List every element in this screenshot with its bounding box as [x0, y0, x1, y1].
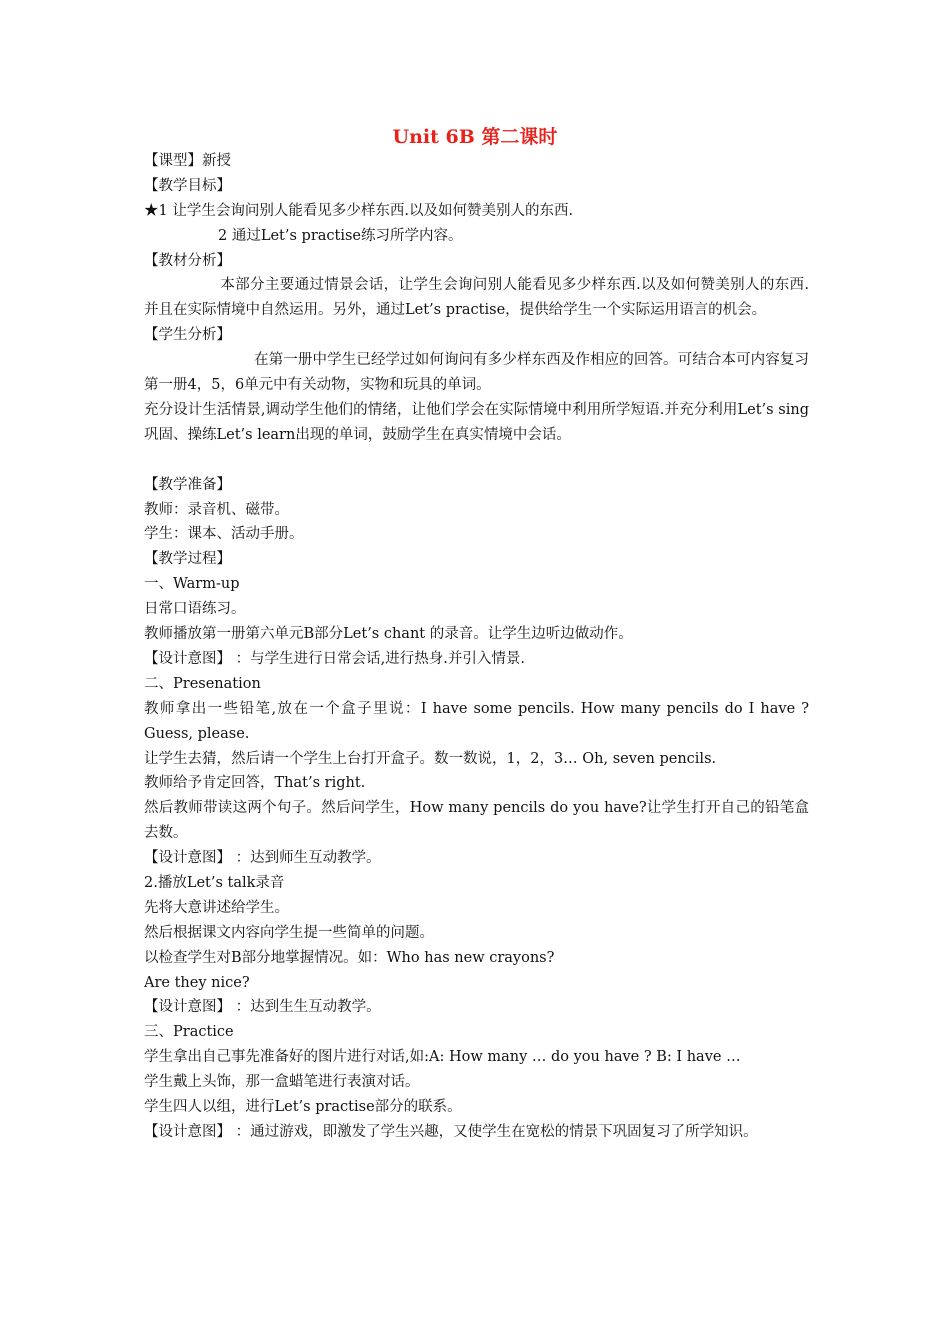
step-practice: 三、Practice	[144, 1024, 234, 1041]
section-heading-objectives: 【教学目标】	[144, 177, 231, 194]
presentation-line-2: 让学生去猜，然后请一个学生上台打开盒子。数一数说，1，2，3… Oh, seven pencils.	[144, 750, 717, 767]
talk-line-4: Are they nice?	[144, 974, 250, 991]
practice-line-1: 学生拿出自己事先准备好的图片进行对话,如:A: How many … do you have ? B: I have …	[144, 1049, 741, 1066]
design-intent-3: 【设计意图】 ：达到生生互动教学。	[144, 999, 381, 1016]
section-heading-preparation: 【教学准备】	[144, 476, 231, 493]
design-intent-4: 【设计意图】 ：通过游戏，即激发了学生兴趣，又使学生在宽松的情景下巩固复习了所学知识。	[144, 1123, 758, 1140]
warm-up-line-1: 日常口语练习。	[144, 601, 246, 618]
lesson-type: 【课型】新授	[144, 153, 231, 169]
student-analysis-paragraph-2: 充分设计生活情景,调动学生他们的情绪，让他们学会在实际情境中利用所学短语.并充分利用Let’s sing 巩固、操练Let’s learn出现的单词，鼓励学生在真实情境中会话。	[144, 401, 809, 443]
section-heading-process: 【教学过程】	[144, 551, 231, 568]
practice-line-3: 学生四人以组，进行Let’s practise部分的联系。	[144, 1099, 462, 1116]
practice-line-2: 学生戴上头饰，那一盒蜡笔进行表演对话。	[144, 1074, 420, 1091]
teacher-preparation: 教师：录音机、磁带。	[144, 501, 289, 518]
presentation-line-3: 教师给予肯定回答，That’s right.	[144, 775, 366, 792]
presentation-line-4: 然后教师带读这两个句子。然后问学生，How many pencils do you have?让学生打开自己的铅笔盒去数。	[144, 800, 809, 842]
document-body	[144, 149, 809, 1145]
section-heading-material-analysis: 【教材分析】	[144, 252, 231, 269]
objective-1: ★1 让学生会询问别人能看见多少样东西.以及如何赞美别人的东西.	[144, 202, 574, 219]
material-analysis-paragraph: 本部分主要通过情景会话，让学生会询问别人能看见多少样东西.以及如何赞美别人的东西.并且在实际情境中自然运用。另外，通过Let’s practise，提供给学生一个实际运用语言的机会。	[144, 277, 809, 319]
step-presentation: 二、Presenation	[144, 675, 261, 692]
warm-up-line-2: 教师播放第一册第六单元B部分Let’s chant 的录音。让学生边听边做动作。	[144, 626, 633, 643]
step-warm-up: 一、Warm-up	[144, 576, 240, 593]
talk-line-1: 先将大意讲述给学生。	[144, 899, 289, 916]
blank-line	[144, 448, 809, 473]
talk-line-2: 然后根据课文内容向学生提一些简单的问题。	[144, 924, 434, 941]
design-intent-2: 【设计意图】 ：达到师生互动教学。	[144, 850, 381, 867]
section-heading-student-analysis: 【学生分析】	[144, 327, 231, 344]
student-analysis-paragraph-1: 在第一册中学生已经学过如何询问有多少样东西及作相应的回答。可结合本可内容复习第一册4，5，6单元中有关动物，实物和玩具的单词。	[144, 352, 809, 394]
talk-line-3: 以检查学生对B部分地掌握情况。如：Who has new crayons?	[144, 949, 555, 966]
talk-step: 2.播放Let’s talk录音	[144, 874, 285, 891]
document-title: Unit 6B 第二课时	[392, 126, 558, 148]
design-intent-1: 【设计意图】 ：与学生进行日常会话,进行热身.并引入情景.	[144, 650, 525, 667]
student-preparation: 学生：课本、活动手册。	[144, 526, 304, 543]
presentation-line-1: 教师拿出一些铅笔,放在一个盒子里说：I have some pencils. How many pencils do I have ? Guess, please.	[144, 700, 809, 742]
objective-2: 2 通过Let’s practise练习所学内容。	[218, 227, 463, 244]
